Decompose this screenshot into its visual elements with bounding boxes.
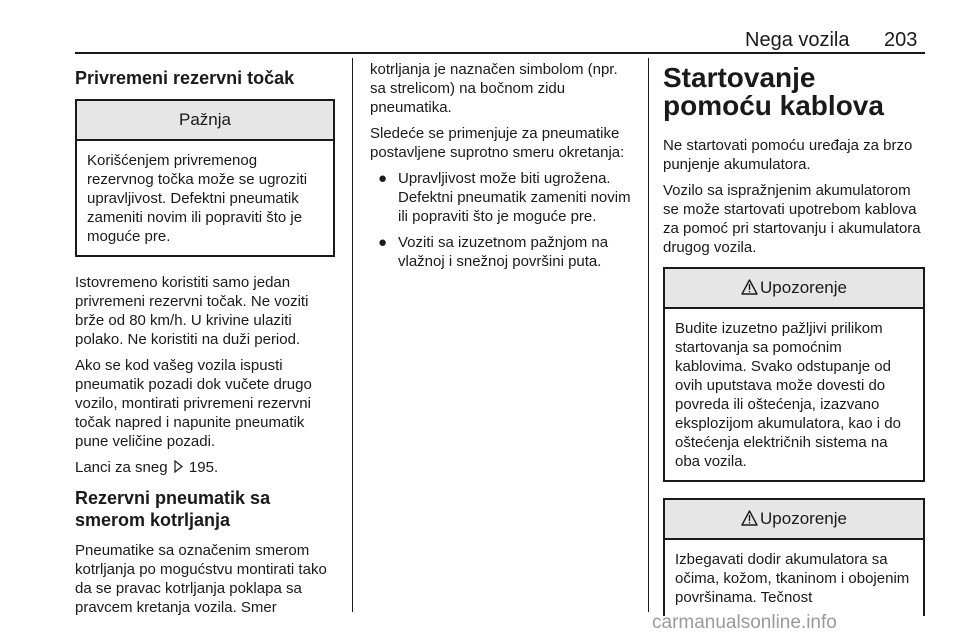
warning-triangle-icon	[741, 510, 758, 526]
chains-text: Lanci za sneg	[75, 459, 168, 476]
warning-text: Izbegavati dodir akumulatora sa očima, kožom, tkaninom i obojenim površinama. Tečnost	[675, 551, 910, 606]
warning-triangle-icon	[741, 279, 758, 295]
column-divider	[648, 58, 649, 612]
warning-title	[665, 269, 923, 309]
heading-jump-start: Startovanje pomoću kablova	[663, 62, 884, 121]
warning-title-text: Upozorenje	[760, 509, 847, 528]
warning-text: Budite izuzetno pažljivi prilikom startovanja sa pomoćnim kablovima. Svako odstupanje od ovih uputstava može dovesti do povreda ili oštećenja, izazvano eksplozijom akumulatora, kao i do oštećenja električnih sistema na oba vozila.	[675, 320, 901, 470]
caution-title: Pažnja	[77, 101, 333, 141]
bullet-list	[370, 169, 635, 271]
paragraph: Ne startovati pomoću uređaja za brzo punjenje akumulatora.	[663, 137, 913, 173]
column-3	[663, 60, 925, 632]
watermark: carmanualsonline.info	[652, 612, 837, 633]
subheading-directional-tyre: Rezervni pneumatik sa smerom kotrljanja	[75, 488, 271, 530]
warning-title-text: Upozorenje	[760, 278, 847, 297]
warning-box	[663, 498, 925, 616]
page-header	[0, 0, 960, 58]
paragraph: Pneumatike sa označenim smerom kotrljanja po mogućstvu montirati tako da se pravac kotrljanja poklapa sa pravcem kretanja vozila. Smer	[75, 542, 327, 616]
section-title: Nega vozila	[745, 29, 850, 51]
bullet-dot-icon: ●	[378, 170, 388, 187]
list-item-text: Upravljivost može biti ugrožena. Defektni pneumatik zameniti novim ili popraviti što je moguće pre.	[398, 170, 631, 225]
reference-arrow-icon	[174, 460, 183, 473]
caution-text: Korišćenjem privremenog rezervnog točka može se ugroziti upravljivost. Defektni pneumatik zameniti novim ili popraviti što je moguće pre.	[87, 152, 308, 245]
column-2	[370, 60, 635, 278]
paragraph: Vozilo sa ispražnjenim akumulatorom se može startovati upotrebom kablova za pomoć pri startovanju i akumulatora drugog vozila.	[663, 182, 921, 256]
column-divider	[352, 58, 353, 612]
list-item	[370, 233, 635, 271]
paragraph: Ako se kod vašeg vozila ispusti pneumatik pozadi dok vučete drugo vozilo, montirati privremeni rezervni točak napred i napunite pneumatik pune veličine pozadi.	[75, 357, 312, 450]
column-1	[75, 60, 335, 624]
paragraph: Istovremeno koristiti samo jedan privremeni rezervni točak. Ne voziti brže od 80 km/h. U krivine ulaziti polako. Ne koristiti na duži period.	[75, 274, 309, 348]
list-item	[370, 169, 635, 226]
paragraph: Sledeće se primenjuje za pneumatike postavljene suprotno smeru okretanja:	[370, 125, 625, 161]
list-item-text: Voziti sa izuzetnom pažnjom na vlažnoj i snežnoj površini puta.	[398, 234, 609, 270]
caution-box	[75, 99, 335, 257]
header-rule	[75, 52, 925, 54]
bullet-dot-icon: ●	[378, 234, 388, 251]
paragraph: kotrljanja je naznačen simbolom (npr. sa strelicom) na bočnom zidu pneumatika.	[370, 61, 618, 116]
warning-box	[663, 267, 925, 482]
heading-spare-wheel: Privremeni rezervni točak	[75, 68, 295, 88]
chains-page-link[interactable]: 195.	[188, 459, 219, 476]
warning-title	[665, 500, 923, 540]
page-number: 203	[884, 29, 918, 51]
chains-reference	[75, 458, 335, 477]
